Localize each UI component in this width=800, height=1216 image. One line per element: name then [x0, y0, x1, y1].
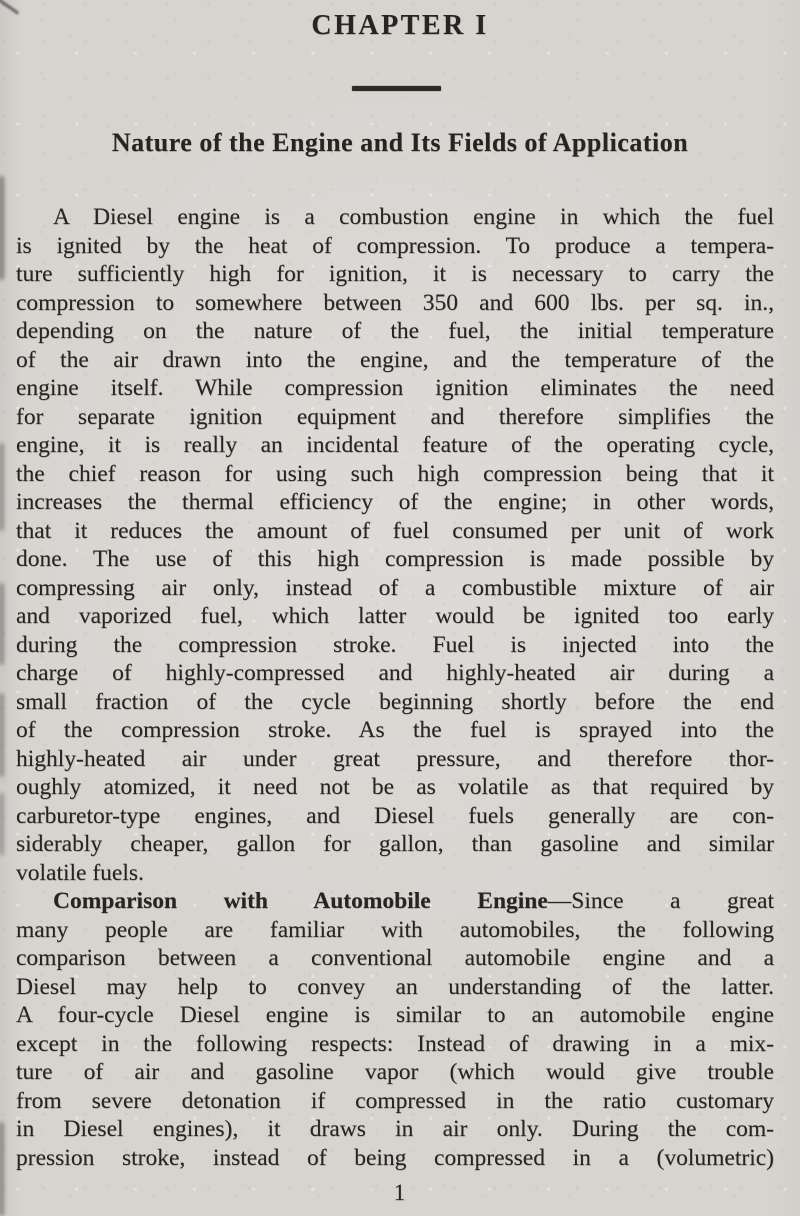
text-line: compressing air only, instead of a combustible mixture of air	[16, 574, 774, 601]
text-line: for separate ignition equipment and therefore simplifies the	[16, 403, 774, 430]
section-title: Nature of the Engine and Its Fields of Application	[111, 128, 689, 157]
text-line: engine, it is really an incidental feature of the operating cycle,	[16, 432, 774, 458]
text-line: ture of air and gasoline vapor (which would give trouble	[16, 1059, 774, 1085]
text-line: A four-cycle Diesel engine is similar to an automobile engine	[16, 1002, 774, 1028]
body-text	[16, 203, 774, 1172]
text-line: and vaporized fuel, which latter would be ignited too early	[16, 603, 774, 629]
text-line: engine itself. While compression ignition eliminates the need	[16, 375, 774, 401]
text-line: in Diesel engines), it draws in air only. During the com-	[16, 1116, 774, 1142]
text-line: except in the following respects: Instead of drawing in a mix-	[16, 1030, 774, 1057]
chapter-heading: CHAPTER I	[311, 10, 489, 41]
text-line: done. The use of this high compression is made possible by	[16, 546, 774, 572]
text-line: depending on the nature of the fuel, the initial temperature	[16, 318, 774, 344]
text-line: of the compression stroke. As the fuel is sprayed into the	[16, 717, 774, 743]
text-line: Comparison with Automobile Engine—Since a great	[53, 888, 774, 914]
text-line: oughly atomized, it need not be as volatile as that required by	[16, 774, 774, 800]
scan-artifact-left-edge	[0, 443, 4, 531]
text-line: A Diesel engine is a combustion engine in which the fuel	[53, 204, 774, 230]
text-line: of the air drawn into the engine, and the temperature of the	[16, 346, 774, 373]
heading-divider-rule	[352, 86, 441, 91]
text-line: ture sufficiently high for ignition, it is necessary to carry the	[16, 261, 774, 287]
scan-artifact-left-edge	[0, 693, 4, 777]
text-line: siderably cheaper, gallon for gallon, than gasoline and similar	[16, 831, 774, 857]
text-line: is ignited by the heat of compression. To produce a tempera-	[16, 232, 774, 259]
bold-lead-in: Comparison with Automobile Engine	[53, 888, 548, 914]
text-line: comparison between a conventional automobile engine and a	[16, 945, 774, 971]
text-line: small fraction of the cycle beginning shortly before the end	[16, 688, 774, 715]
text-line: charge of highly-compressed and highly-heated air during a	[16, 660, 774, 686]
text-line: volatile fuels.	[16, 859, 144, 886]
text-line: the chief reason for using such high compression being that it	[16, 460, 774, 487]
text-line: from severe detonation if compressed in the ratio customary	[16, 1087, 774, 1114]
text-line: highly-heated air under great pressure, and therefore thor-	[16, 745, 774, 772]
scan-artifact-left-edge	[0, 793, 4, 855]
text-line: that it reduces the amount of fuel consumed per unit of work	[16, 517, 774, 544]
scan-artifact-left-edge	[0, 176, 4, 280]
text-line: during the compression stroke. Fuel is injected into the	[16, 631, 774, 658]
text-line: Diesel may help to convey an understanding of the latter.	[16, 973, 774, 1000]
text-line: carburetor-type engines, and Diesel fuels generally are con-	[16, 802, 774, 829]
page-number: 1	[393, 1180, 407, 1205]
text-line: many people are familiar with automobiles, the following	[16, 916, 774, 943]
paragraph-intro-diesel-engine	[16, 203, 774, 887]
text-line: pression stroke, instead of being compressed in a (volumetric)	[16, 1144, 774, 1171]
text-line: increases the thermal efficiency of the engine; in other words,	[16, 489, 774, 515]
paragraph-comparison-automobile	[16, 887, 774, 1172]
scan-artifact-left-edge	[0, 583, 4, 665]
text-line: compression to somewhere between 350 and 600 lbs. per sq. in.,	[16, 289, 774, 316]
